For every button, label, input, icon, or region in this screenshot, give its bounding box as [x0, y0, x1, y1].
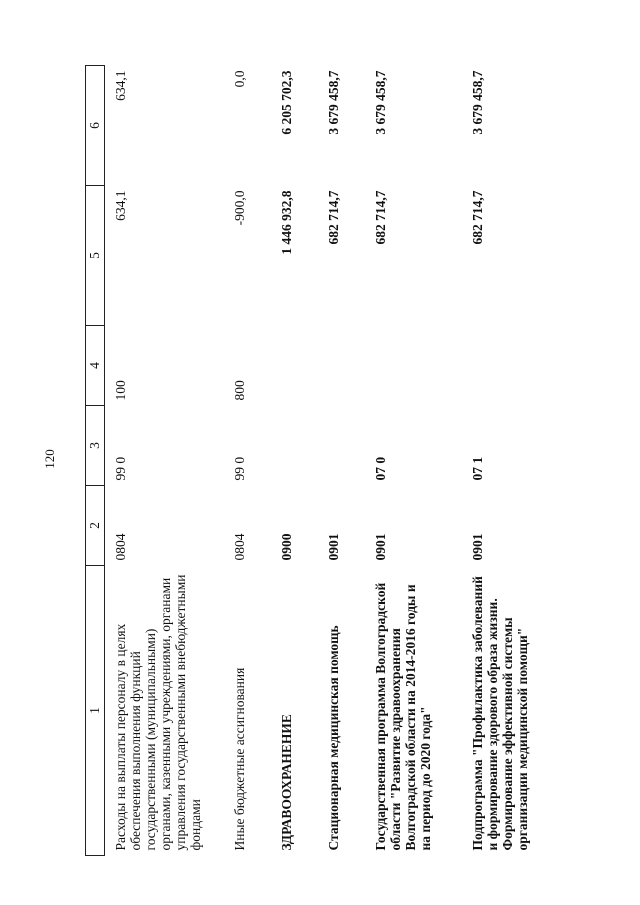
amount-change: 1 446 932,8: [279, 190, 294, 255]
table-row: [271, 66, 318, 856]
amount-total: 3 679 458,7: [326, 70, 341, 135]
expense-type: 800: [232, 380, 247, 401]
section-code: 0901: [470, 533, 485, 561]
section-code: 0804: [113, 533, 128, 561]
amount-change: 682 714,7: [326, 190, 341, 245]
table-row: [365, 66, 462, 856]
amount-change: -900,0: [232, 190, 247, 226]
target-article: 99 0: [113, 456, 128, 481]
table-body: [105, 66, 562, 856]
amount-total: 3 679 458,7: [373, 70, 388, 135]
page-number: 120: [42, 449, 57, 469]
amount-change: 682 714,7: [373, 190, 388, 245]
section-code: 0901: [326, 533, 341, 561]
target-article: 99 0: [232, 456, 247, 481]
header-row: [86, 66, 105, 856]
table-row: [224, 66, 271, 856]
table-row: [462, 66, 561, 856]
amount-total: 0,0: [232, 70, 247, 88]
table-header: [86, 66, 105, 856]
row-name: Государственная программа Волгоградской области "Развитие здравоохранения Волгоградской области на 2014-2016 годы и на период до 2020 года": [373, 582, 433, 851]
section-code: 0901: [373, 533, 388, 561]
target-article: 07 0: [373, 456, 388, 481]
amount-total: 634,1: [113, 70, 128, 101]
row-name: Подпрограмма "Профилактика заболеваний и формирование здорового образа жизни. Формирование эффективной системы организации медицинской помощи": [470, 576, 530, 851]
target-article: [271, 406, 318, 486]
column-header: 6: [86, 66, 105, 186]
section-code: 0900: [279, 533, 294, 561]
expense-type: 100: [113, 380, 128, 401]
expense-type: [318, 326, 365, 406]
amount-change: 634,1: [113, 190, 128, 221]
table-row: [105, 66, 225, 856]
row-name: Иные бюджетные ассигнования: [232, 667, 247, 851]
row-name: Расходы на выплаты персоналу в целях обеспечения выполнения функций государственными (муниципальными) органами, казенными учреждениями, органами управления государственными внебюджетными фондами: [113, 574, 203, 851]
column-header: 4: [86, 326, 105, 406]
target-article: 07 1: [470, 456, 485, 481]
rotated-table-container: [85, 56, 640, 856]
table-row: [318, 66, 365, 856]
column-header: 2: [86, 486, 105, 566]
expense-type: [271, 326, 318, 406]
amount-total: 6 205 702,3: [279, 70, 294, 135]
amount-change: 682 714,7: [470, 190, 485, 245]
column-header: 3: [86, 406, 105, 486]
column-header: 1: [86, 566, 105, 856]
amount-total: 3 679 458,7: [470, 70, 485, 135]
expense-type: [462, 326, 561, 406]
section-code: 0804: [232, 533, 247, 561]
column-header: 5: [86, 186, 105, 326]
budget-table: [85, 65, 561, 856]
row-name: Стационарная медицинская помощь: [326, 625, 341, 851]
expense-type: [365, 326, 462, 406]
target-article: [318, 406, 365, 486]
row-name: ЗДРАВООХРАНЕНИЕ: [279, 714, 294, 851]
